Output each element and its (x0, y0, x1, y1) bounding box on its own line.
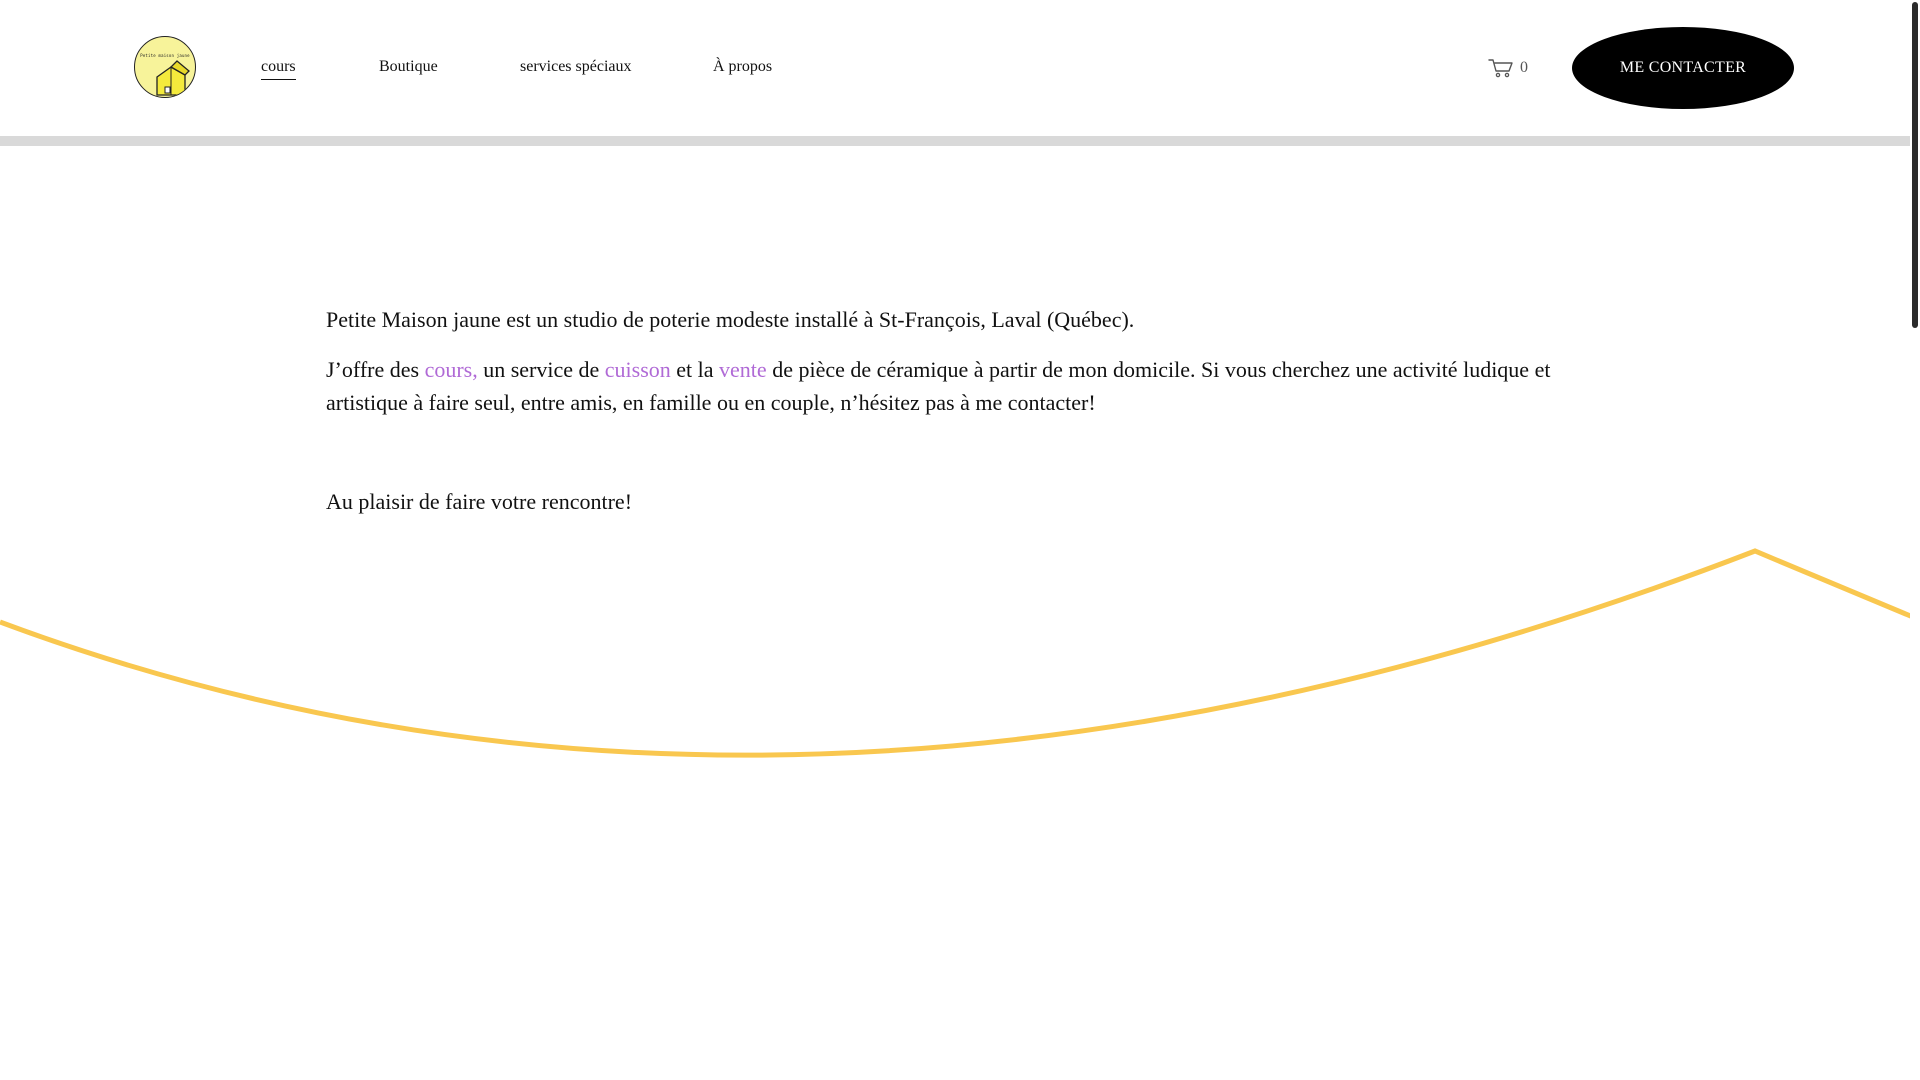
vente-link[interactable]: vente (719, 357, 767, 382)
intro-paragraph: Petite Maison jaune est un studio de poterie modeste installé à St-François, Laval (Québec). (326, 307, 1135, 332)
contact-button[interactable]: ME CONTACTER (1572, 27, 1794, 109)
cart-icon (1488, 58, 1514, 78)
services-text-2: un service de (477, 357, 605, 382)
cart-count: 0 (1520, 59, 1528, 76)
cours-link[interactable]: cours, (424, 357, 478, 382)
services-text-1: J’offre des (326, 357, 425, 382)
nav-item-a-propos[interactable]: À propos (713, 58, 773, 75)
intro-section (326, 303, 1596, 535)
site-header (0, 0, 1910, 136)
house-icon (135, 37, 196, 98)
services-text-4: de pièce de céramique à partir de mon domicile. Si vous cherchez une activité ludique et artistique à faire seul, entre amis, en famille ou en couple, n’hésitez pas à me contacter! (326, 357, 1551, 415)
cuisson-link[interactable]: cuisson (604, 357, 671, 382)
services-paragraph (326, 353, 1596, 419)
logo-text: Petite maison jaune (140, 53, 190, 58)
cart-button[interactable] (1488, 57, 1528, 79)
logo[interactable] (134, 36, 196, 98)
services-text-3: et la (670, 357, 720, 382)
nav-item-services-speciaux[interactable]: services spéciaux (520, 58, 632, 75)
scrollbar[interactable] (1910, 0, 1920, 1080)
closing-text: Au plaisir de faire votre rencontre! (326, 489, 633, 514)
nav-item-cours[interactable]: cours (261, 56, 296, 80)
scrollbar-thumb[interactable] (1912, 2, 1918, 328)
header-divider (0, 136, 1910, 146)
nav-item-boutique[interactable]: Boutique (379, 58, 438, 75)
